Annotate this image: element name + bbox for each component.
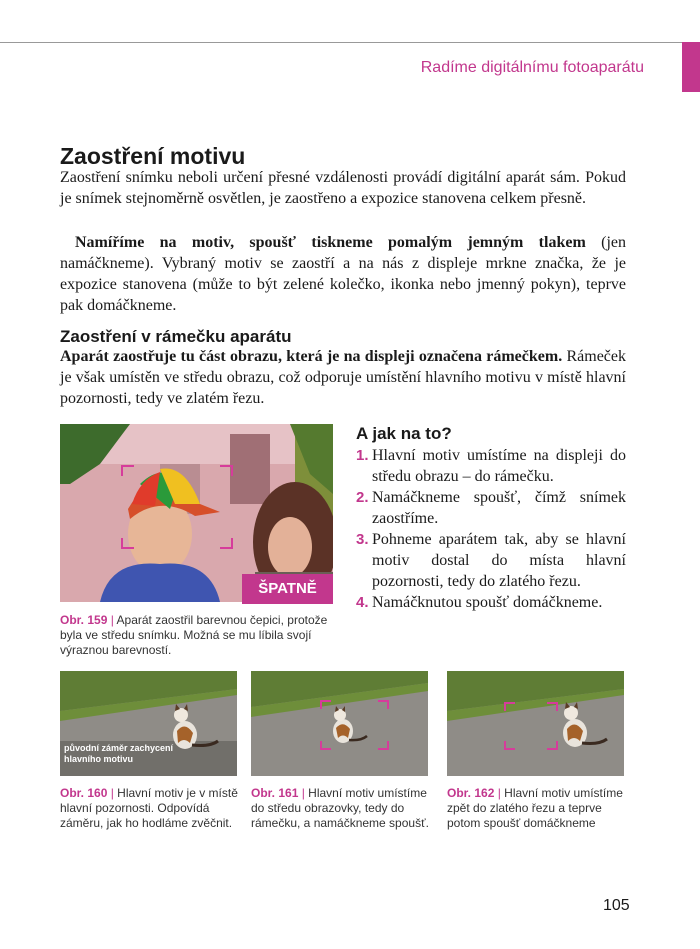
step-item bbox=[356, 529, 626, 592]
photo-cat-golden-ratio bbox=[60, 671, 237, 776]
step-number: 2. bbox=[356, 489, 369, 506]
paragraph-frame bbox=[60, 346, 626, 409]
photo-160-label bbox=[64, 743, 173, 765]
running-header bbox=[0, 0, 700, 95]
paragraph-technique-rest: (jen namáčkneme). Vybraný motiv se zaostří a na nás z displeje mrkne značka, že je expozice stanovena (může to být zelené kolečko, ikonka nebo jmenný pokyn), teprve pak domáčkneme. bbox=[60, 234, 627, 314]
photo-cat-centered bbox=[251, 671, 428, 776]
step-text: Namáčkneme spoušť, čímž snímek zaostříme. bbox=[372, 489, 626, 527]
photo-cat-recomposed bbox=[447, 671, 624, 776]
photo-160-label-line1: původní záměr zachycení bbox=[64, 743, 174, 753]
caption-161-separator: | bbox=[301, 786, 305, 800]
caption-159-separator: | bbox=[110, 613, 114, 627]
section-heading: Zaostření motivu bbox=[60, 143, 246, 169]
paragraph-frame-bold: Aparát zaostřuje tu část obrazu, která je na displeji označena rámečkem. bbox=[60, 348, 563, 365]
step-item bbox=[356, 487, 626, 529]
caption-figure-159 bbox=[60, 613, 335, 658]
steps-list bbox=[356, 445, 626, 613]
caption-159-number: Obr. 159 bbox=[60, 613, 108, 627]
photo-160-label-line2: hlavního motivu bbox=[64, 754, 134, 764]
steps-title: A jak na to? bbox=[356, 424, 452, 443]
paragraph-intro: Zaostření snímku neboli určení přesné vzdálenosti provádí digitální aparát sám. Pokud je snímek stejnoměrně osvětlen, je zaostřeno a expozice stanovena celkem přesně. bbox=[60, 169, 626, 207]
paragraph-technique bbox=[60, 232, 626, 316]
caption-162-text: Hlavní motiv umístíme zpět do zlatého řezu a teprve potom spoušť domáčkneme bbox=[447, 786, 623, 830]
caption-figure-162 bbox=[447, 786, 627, 831]
caption-162-number: Obr. 162 bbox=[447, 786, 495, 800]
step-item bbox=[356, 592, 626, 613]
photo-cat-161-image bbox=[251, 671, 428, 776]
step-number: 4. bbox=[356, 594, 369, 611]
caption-160-number: Obr. 160 bbox=[60, 786, 108, 800]
section-tab-marker bbox=[682, 42, 700, 92]
step-text: Namáčknutou spoušť domáčkneme. bbox=[372, 594, 603, 611]
caption-161-number: Obr. 161 bbox=[251, 786, 299, 800]
paragraph-frame-rest: Rámeček je však umístěn ve středu obrazu, což odporuje umístění hlavního motivu v místě hlavní pozornosti, tedy ve zlatém řezu. bbox=[60, 348, 626, 407]
page-number: 105 bbox=[603, 897, 630, 914]
step-number: 3. bbox=[356, 531, 369, 548]
subsection-heading: Zaostření v rámečku aparátu bbox=[60, 327, 292, 346]
step-number: 1. bbox=[356, 447, 369, 464]
step-item bbox=[356, 445, 626, 487]
caption-160-separator: | bbox=[110, 786, 114, 800]
caption-figure-160 bbox=[60, 786, 240, 831]
caption-162-separator: | bbox=[497, 786, 501, 800]
caption-160-text: Hlavní motiv je v místě hlavní pozornosti. Odpovídá záměru, jak ho hodláme zvěčnit. bbox=[60, 786, 238, 830]
running-header-title: Radíme digitálnímu fotoaparátu bbox=[420, 59, 644, 76]
wrong-badge: ŠPATNĚ bbox=[242, 574, 333, 604]
caption-figure-161 bbox=[251, 786, 431, 831]
step-text: Hlavní motiv umístíme na displeji do středu obrazu – do rámečku. bbox=[372, 447, 626, 485]
header-divider bbox=[0, 42, 682, 43]
caption-159-text: Aparát zaostřil barevnou čepici, protože byla ve středu snímku. Možná se mu líbila svojí výraznou barevností. bbox=[60, 613, 328, 657]
caption-161-text: Hlavní motiv umístíme do středu obrazovky, tedy do rámečku, a namáčkneme spoušť. bbox=[251, 786, 429, 830]
photo-cat-162-image bbox=[447, 671, 624, 776]
paragraph-technique-bold: Namíříme na motiv, spoušť tiskneme pomalým jemným tlakem bbox=[75, 234, 586, 251]
step-text: Pohneme aparátem tak, aby se hlavní motiv dostal do místa hlavní pozornosti, tedy do zlatého řezu. bbox=[372, 531, 626, 590]
